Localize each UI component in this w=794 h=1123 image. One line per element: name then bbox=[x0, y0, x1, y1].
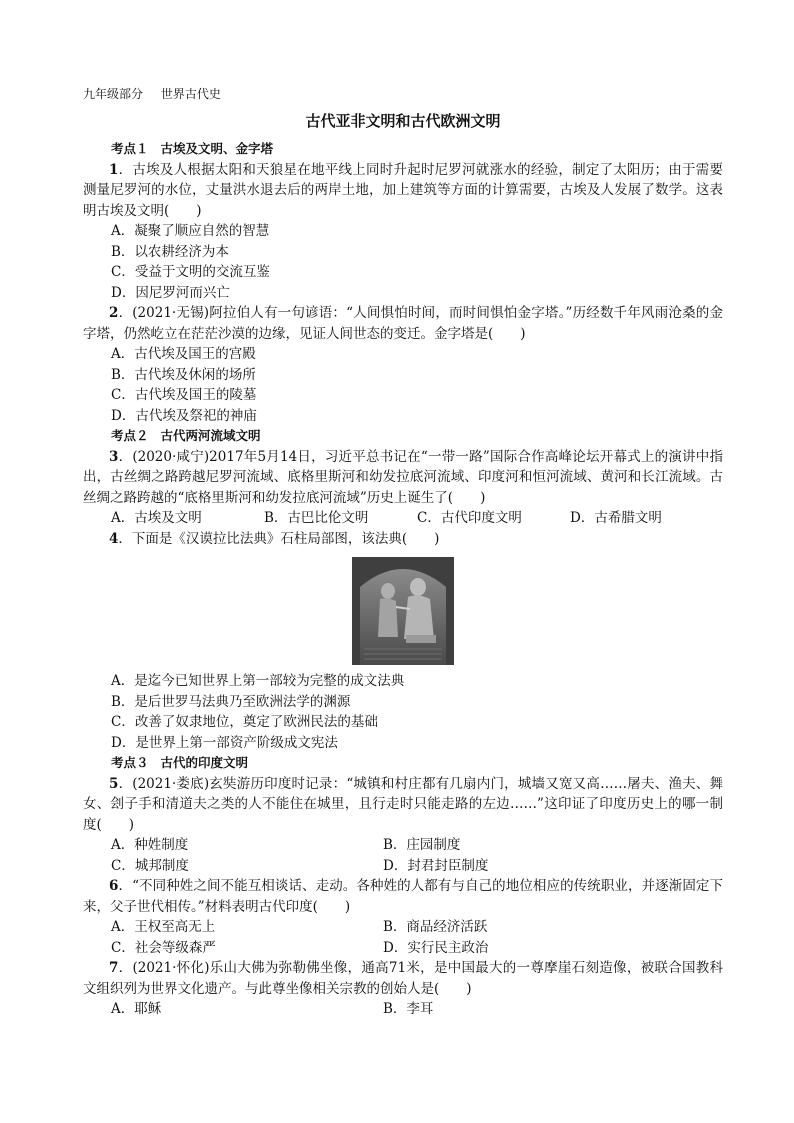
option: B．是后世罗马法典乃至欧洲法学的渊源 bbox=[111, 693, 351, 710]
option: C．古代埃及国王的陵墓 bbox=[111, 387, 257, 403]
section-heading-3: 考点３ 古代的印度文明 bbox=[111, 755, 249, 770]
option: D．因尼罗河而兴亡 bbox=[111, 284, 230, 301]
question-7: 7．(2021·怀化)乐山大佛为弥勒佛坐像，通高71米，是中国最大的一尊摩崖石刻造像，被联合国教科文组织列为世界文化遗产。与此尊坐像相关宗教的创始人是( ) bbox=[83, 960, 723, 997]
option: A．古代埃及国王的宫殿 bbox=[111, 346, 256, 362]
option: B．商品经济活跃 bbox=[383, 919, 488, 935]
option: D．封君封臣制度 bbox=[383, 857, 489, 874]
option: C．社会等级森严 bbox=[111, 939, 216, 956]
question-2: 2．(2021·无锡)阿拉伯人有一句谚语：“人间惧怕时间，而时间惧怕金字塔。”历经数千年风雨沧桑的金字塔，仍然屹立在茫茫沙漠的边缘，见证人间世态的变迁。金字塔是( ) bbox=[83, 305, 723, 342]
option: D．是世界上第一部资产阶级成文宪法 bbox=[111, 734, 338, 751]
option: A．是迄今已知世界上第一部较为完整的成文法典 bbox=[111, 673, 405, 689]
section-heading-1: 考点１ 古埃及文明、金字塔 bbox=[111, 141, 274, 156]
section-heading-2: 考点２ 古代两河流域文明 bbox=[111, 428, 261, 443]
option-row bbox=[83, 938, 723, 959]
option-row bbox=[83, 835, 723, 856]
option: B．古巴比伦文明 bbox=[264, 510, 369, 526]
document-page bbox=[83, 84, 723, 1020]
question-6: 6．“不同种姓之间不能互相谈话、走动。各种姓的人都有与自己的地位相应的传统职业，并逐渐固定下来，父子世代相传。”材料表明古代印度( ) bbox=[83, 878, 723, 915]
option: A．耶稣 bbox=[111, 1001, 162, 1017]
option: C．城邦制度 bbox=[111, 857, 189, 874]
option-row bbox=[83, 508, 723, 529]
grade-label: 九年级部分 bbox=[83, 87, 144, 101]
option: A．古埃及文明 bbox=[111, 510, 202, 526]
question-1: 1．古埃及人根据太阳和天狼星在地平线上同时升起时尼罗河就涨水的经验，制定了太阳历；由于需要测量尼罗河的水位，丈量洪水退去后的两岸土地，加上建筑等方面的计算需要，古埃及人发展了数学。这表明古埃及文明( ) bbox=[83, 161, 723, 219]
question-5: 5．(2021·娄底)玄奘游历印度时记录：“城镇和村庄都有几扇内门，城墙又宽又高……屠夫、渔夫、舞女、刽子手和清道夫之类的人不能住在城里，且行走时只能走路的左边……”这印证了印度历史上的哪一制度( ) bbox=[83, 775, 723, 833]
option-row bbox=[83, 999, 723, 1020]
option: D．古代埃及祭祀的神庙 bbox=[111, 407, 257, 424]
option-row bbox=[83, 856, 723, 877]
figure bbox=[83, 557, 723, 665]
option: C．受益于文明的交流互鉴 bbox=[111, 264, 270, 280]
option: A．凝聚了顺应自然的智慧 bbox=[111, 223, 270, 239]
option: B．以农耕经济为本 bbox=[111, 243, 229, 260]
page-header bbox=[83, 84, 723, 105]
option: D．实行民主政治 bbox=[383, 939, 489, 956]
option: B．古代埃及休闲的场所 bbox=[111, 366, 256, 383]
stele-relief-icon bbox=[352, 557, 454, 665]
hammurabi-stele-image bbox=[352, 557, 454, 665]
option: C．古代印度文明 bbox=[417, 510, 522, 526]
option: A．王权至高无上 bbox=[111, 919, 216, 935]
option: B．庄园制度 bbox=[383, 837, 461, 853]
option-row bbox=[83, 917, 723, 938]
option: A．种姓制度 bbox=[111, 837, 189, 853]
question-4: 4．下面是《汉谟拉比法典》石柱局部图，该法典( ) bbox=[109, 530, 440, 547]
option: C．改善了奴隶地位，奠定了欧洲民法的基础 bbox=[111, 714, 378, 730]
question-3: 3．(2020·咸宁)2017年5月14日，习近平总书记在“一带一路”国际合作高峰论坛开幕式上的演讲中指出，古丝绸之路跨越尼罗河流域、底格里斯河和幼发拉底河流域、印度河和恒河流域、黄河和长江流域。古丝绸之路跨越的“底格里斯河和幼发拉底河流域”历史上诞生了( ) bbox=[83, 448, 723, 506]
page-title: 古代亚非文明和古代欧洲文明 bbox=[305, 111, 501, 130]
option: B．李耳 bbox=[383, 1001, 434, 1017]
option: D．古希腊文明 bbox=[570, 510, 662, 526]
unit-label: 世界古代史 bbox=[160, 87, 221, 101]
